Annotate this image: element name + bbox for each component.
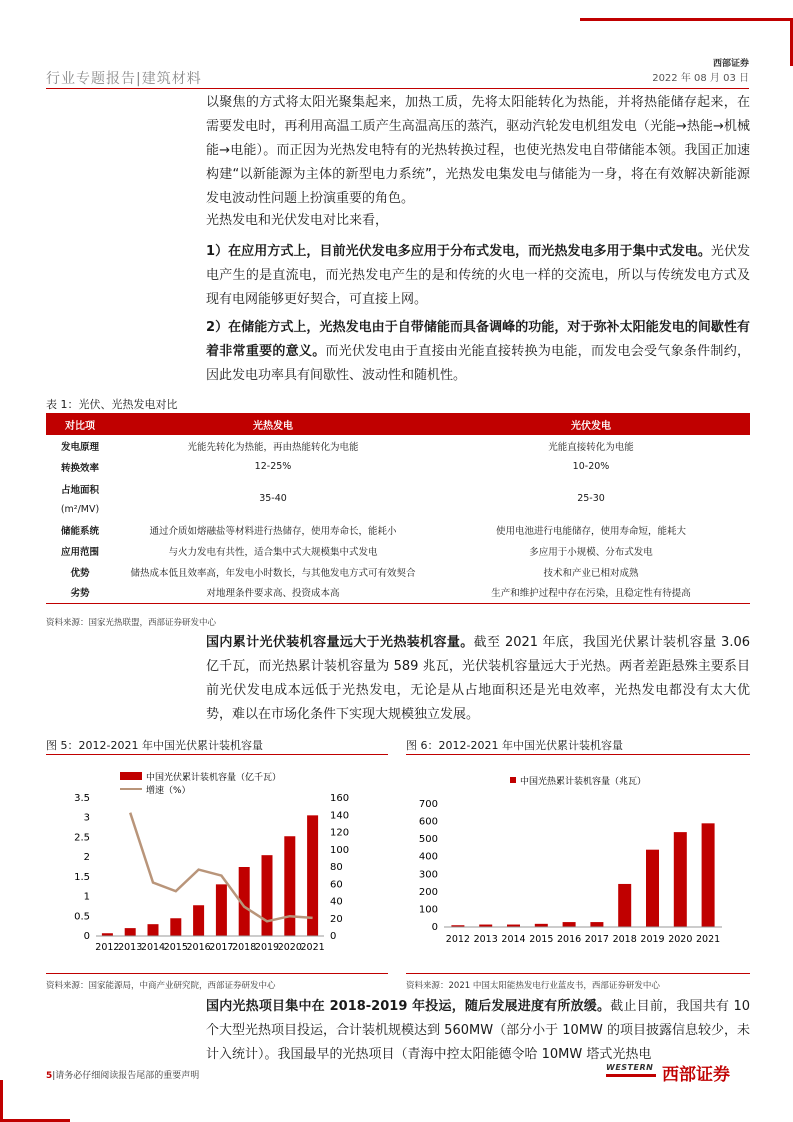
- bar: [646, 850, 659, 927]
- x-tick-label: 2015: [529, 934, 554, 945]
- row-label-text: 占地面积: [60, 484, 99, 496]
- row-label: [46, 477, 114, 519]
- table-cell: 光能先转化为热能，再由热能转化为电能: [187, 441, 359, 453]
- header-company: 西部证券: [712, 59, 749, 69]
- table-cell: 与火力发电有共性，适合集中式大规模集中式发电: [168, 546, 378, 558]
- figure-6-source: 资料来源：2021 中国太阳能热发电行业蓝皮书，西部证券研发中心: [406, 981, 660, 991]
- point-2-paragraph: [206, 316, 750, 388]
- row-label: 应用范围: [60, 546, 99, 558]
- x-tick-label: 2013: [473, 934, 498, 945]
- bar: [674, 832, 687, 927]
- figure-divider: [46, 973, 388, 974]
- y-tick-left: 2: [83, 852, 90, 864]
- legend-swatch-bar: [510, 777, 516, 783]
- y-tick-left: 3: [83, 812, 90, 824]
- company-logo-en: WESTERN: [606, 1063, 654, 1072]
- capacity-heading: 国内累计光伏装机容量远大于光热装机容量。: [206, 635, 474, 650]
- x-tick-label: 2014: [140, 942, 166, 953]
- bar: [148, 924, 159, 936]
- table-cell: 10-20%: [572, 461, 610, 472]
- x-tick-label: 2013: [118, 942, 143, 953]
- figure-divider: [406, 973, 750, 974]
- bar: [563, 922, 576, 927]
- y-tick-right: 80: [330, 862, 343, 873]
- y-tick: 300: [418, 869, 438, 881]
- table-cell: 通过介质如熔融盐等材料进行热储存，使用寿命长，能耗小: [149, 525, 397, 537]
- table-cell: 12-25%: [254, 461, 292, 472]
- table-cell: 对地理条件要求高、投资成本高: [114, 582, 432, 603]
- table-cell: 25-30: [577, 492, 605, 504]
- point-1-text: 光伏发电产生的是直流电，而光热发电产生的是和传统的火电一样的交流电，所以与传统发电方式及现有电网能够更好契合，可直接上网。: [206, 244, 750, 307]
- row-label: 储能系统: [60, 525, 99, 537]
- x-tick-label: 2021: [696, 934, 721, 945]
- y-tick: 0: [431, 922, 438, 933]
- figure-5-title: 图 5：2012-2021 年中国光伏累计装机容量: [46, 739, 263, 752]
- table-row: [46, 477, 750, 519]
- table-header-cell: 光热发电: [114, 413, 432, 435]
- bar: [216, 884, 227, 936]
- y-tick-right: 160: [330, 793, 350, 804]
- table-cell: 技术和产业已相对成熟: [543, 567, 639, 579]
- bar: [262, 855, 273, 936]
- y-tick-right: 140: [330, 810, 350, 822]
- page-number: 5: [46, 1071, 53, 1081]
- y-tick: 600: [418, 816, 438, 828]
- table-cell: 使用电池进行电能储存，使用寿命短，能耗大: [495, 525, 686, 537]
- legend-label: 中国光伏累计装机容量（亿千瓦）: [146, 773, 282, 783]
- figure-divider: [406, 754, 750, 755]
- y-tick-right: 100: [330, 844, 350, 856]
- table-title: 表 1：光伏、光热发电对比: [46, 398, 178, 411]
- company-logo-cn: 西部证券: [662, 1065, 730, 1085]
- row-label: 发电原理: [60, 441, 99, 453]
- x-tick-label: 2018: [612, 934, 637, 945]
- table-row: [46, 582, 750, 603]
- y-tick-left: 1.5: [74, 871, 90, 883]
- x-tick-label: 2020: [277, 942, 302, 953]
- figure-5-source: 资料来源：国家能源局，中商产业研究院，西部证券研发中心: [46, 981, 276, 991]
- row-label: 转换效率: [60, 462, 99, 474]
- bar: [590, 922, 603, 927]
- row-label: 劣势: [46, 582, 114, 603]
- point-1-paragraph: [206, 240, 750, 312]
- y-tick-left: 3.5: [74, 793, 90, 804]
- project-paragraph: [206, 995, 750, 1067]
- corner-decoration: [0, 1080, 3, 1122]
- bar: [284, 836, 295, 936]
- table-header-row: [46, 413, 750, 435]
- table-source: 资料来源：国家光热联盟，西部证券研发中心: [46, 618, 217, 628]
- figure-5-chart: [46, 758, 388, 970]
- x-tick-label: 2021: [300, 942, 325, 953]
- table-row: [46, 519, 750, 540]
- capacity-text: 截至 2021 年底，我国光伏累计装机容量 3.06 亿千瓦，而光热累计装机容量为 589 兆瓦，光伏装机容量远大于光热。两者差距悬殊主要系目前光伏发电成本远低于光热发电，无论是从占地面积还是光电效率，光热发电都没有太大优势，难以在市场化条件下实现大规模独立发展。: [206, 635, 750, 722]
- y-tick-right: 40: [330, 896, 343, 908]
- logo-mark: [606, 1074, 656, 1077]
- project-text: 截止目前，我国共有 10 个大型光热项目投运，合计装机规模达到 560MW（部分小于 10MW 的项目披露信息较少，未计入统计）。我国最早的光热项目（青海中控太阳能德令哈 10MW 塔式光热电: [206, 999, 750, 1062]
- disclaimer-text: |请务必仔细阅读报告尾部的重要声明: [52, 1071, 200, 1081]
- project-heading: 国内光热项目集中在 2018-2019 年投运，随后发展进度有所放缓。: [206, 999, 611, 1014]
- point-2-heading: 2）在储能方式上，光热发电由于自带储能而具备调峰的功能，对于弥补太阳能发电的间歇性有着非常重要的意义。: [206, 320, 750, 359]
- y-tick-right: 20: [330, 913, 343, 925]
- figure-6-chart: [406, 758, 750, 970]
- y-tick-right: 60: [330, 879, 343, 891]
- comparison-table: [46, 413, 750, 604]
- x-tick-label: 2020: [668, 934, 693, 945]
- y-tick-left: 0.5: [74, 911, 90, 923]
- y-tick: 500: [418, 834, 438, 846]
- x-tick-label: 2012: [445, 934, 470, 945]
- capacity-paragraph: [206, 631, 750, 727]
- compare-intro: 光热发电和光伏发电对比来看，: [206, 213, 389, 228]
- y-tick-right: 0: [330, 931, 337, 942]
- table-header-cell: 光伏发电: [432, 413, 750, 435]
- header-divider: [46, 88, 749, 89]
- y-tick-left: 2.5: [74, 832, 90, 844]
- y-tick: 400: [418, 851, 438, 863]
- legend-label: 增速（%）: [146, 786, 191, 796]
- y-tick: 700: [418, 799, 438, 810]
- table-cell: 储热成本低且效率高，年发电小时数长，与其他发电方式可有效契合: [130, 567, 416, 579]
- y-tick: 200: [418, 886, 438, 898]
- table-cell: 光能直接转化为电能: [548, 441, 634, 453]
- footer-notice: [46, 1068, 199, 1081]
- table-row: [46, 540, 750, 561]
- x-tick-label: 2019: [640, 934, 665, 945]
- bar: [170, 918, 181, 936]
- table-cell: 多应用于小规模、分布式发电: [529, 546, 653, 558]
- point-2-text: 而光伏发电由于直接由光能直接转换为电能，而发电会受气象条件制约，因此发电功率具有间歇性、波动性和随机性。: [206, 344, 750, 383]
- x-tick-label: 2016: [557, 934, 582, 945]
- bar: [702, 823, 715, 927]
- bar: [125, 928, 136, 936]
- y-tick-left: 0: [83, 931, 90, 942]
- x-tick-label: 2012: [95, 942, 120, 953]
- y-tick-left: 1: [83, 891, 90, 903]
- table-header-cell: 对比项: [46, 413, 114, 435]
- report-category: 行业专题报告|建筑材料: [46, 71, 202, 87]
- bar: [618, 884, 631, 927]
- x-tick-label: 2017: [209, 942, 234, 953]
- legend-label: 中国光热累计装机容量（兆瓦）: [520, 777, 647, 787]
- x-tick-label: 2017: [584, 934, 609, 945]
- x-tick-label: 2018: [232, 942, 257, 953]
- bar: [193, 905, 204, 936]
- x-tick-label: 2016: [186, 942, 211, 953]
- y-tick: 100: [418, 904, 438, 916]
- intro-paragraph: 以聚焦的方式将太阳光聚集起来，加热工质，先将太阳能转化为热能，并将热能储存起来，在需要发电时，再利用高温工质产生高温高压的蒸汽，驱动汽轮发电机组发电（光能→热能→机械能→电能）。而正因为光热发电特有的光热转换过程，也使光热发电自带储能本领。我国正加速构建“以新能源为主体的新型电力系统”，光热发电集发电与储能为一身，将在有效解决新能源发电波动性问题上扮演重要的角色。: [206, 95, 750, 206]
- table-cell: 35-40: [259, 492, 287, 504]
- figure-6-title: 图 6：2012-2021 年中国光伏累计装机容量: [406, 739, 623, 752]
- table-row: [46, 561, 750, 582]
- figure-divider: [46, 754, 388, 755]
- report-date: 2022 年 08 月 03 日: [652, 73, 749, 84]
- y-tick-right: 120: [330, 827, 350, 839]
- legend-swatch-bar: [120, 772, 142, 780]
- table-row: [46, 456, 750, 477]
- table-cell: 生产和维护过程中存在污染，且稳定性有待提高: [432, 582, 750, 603]
- x-tick-label: 2019: [254, 942, 280, 953]
- corner-decoration: [580, 18, 793, 21]
- x-tick-label: 2015: [163, 942, 188, 953]
- table-row: [46, 435, 750, 456]
- x-tick-label: 2014: [501, 934, 526, 945]
- row-label: 优势: [70, 567, 90, 579]
- point-1-heading: 1）在应用方式上，目前光伏发电多应用于分布式发电，而光热发电多用于集中式发电。: [206, 244, 711, 259]
- unit-label: (m²/MV): [60, 503, 100, 515]
